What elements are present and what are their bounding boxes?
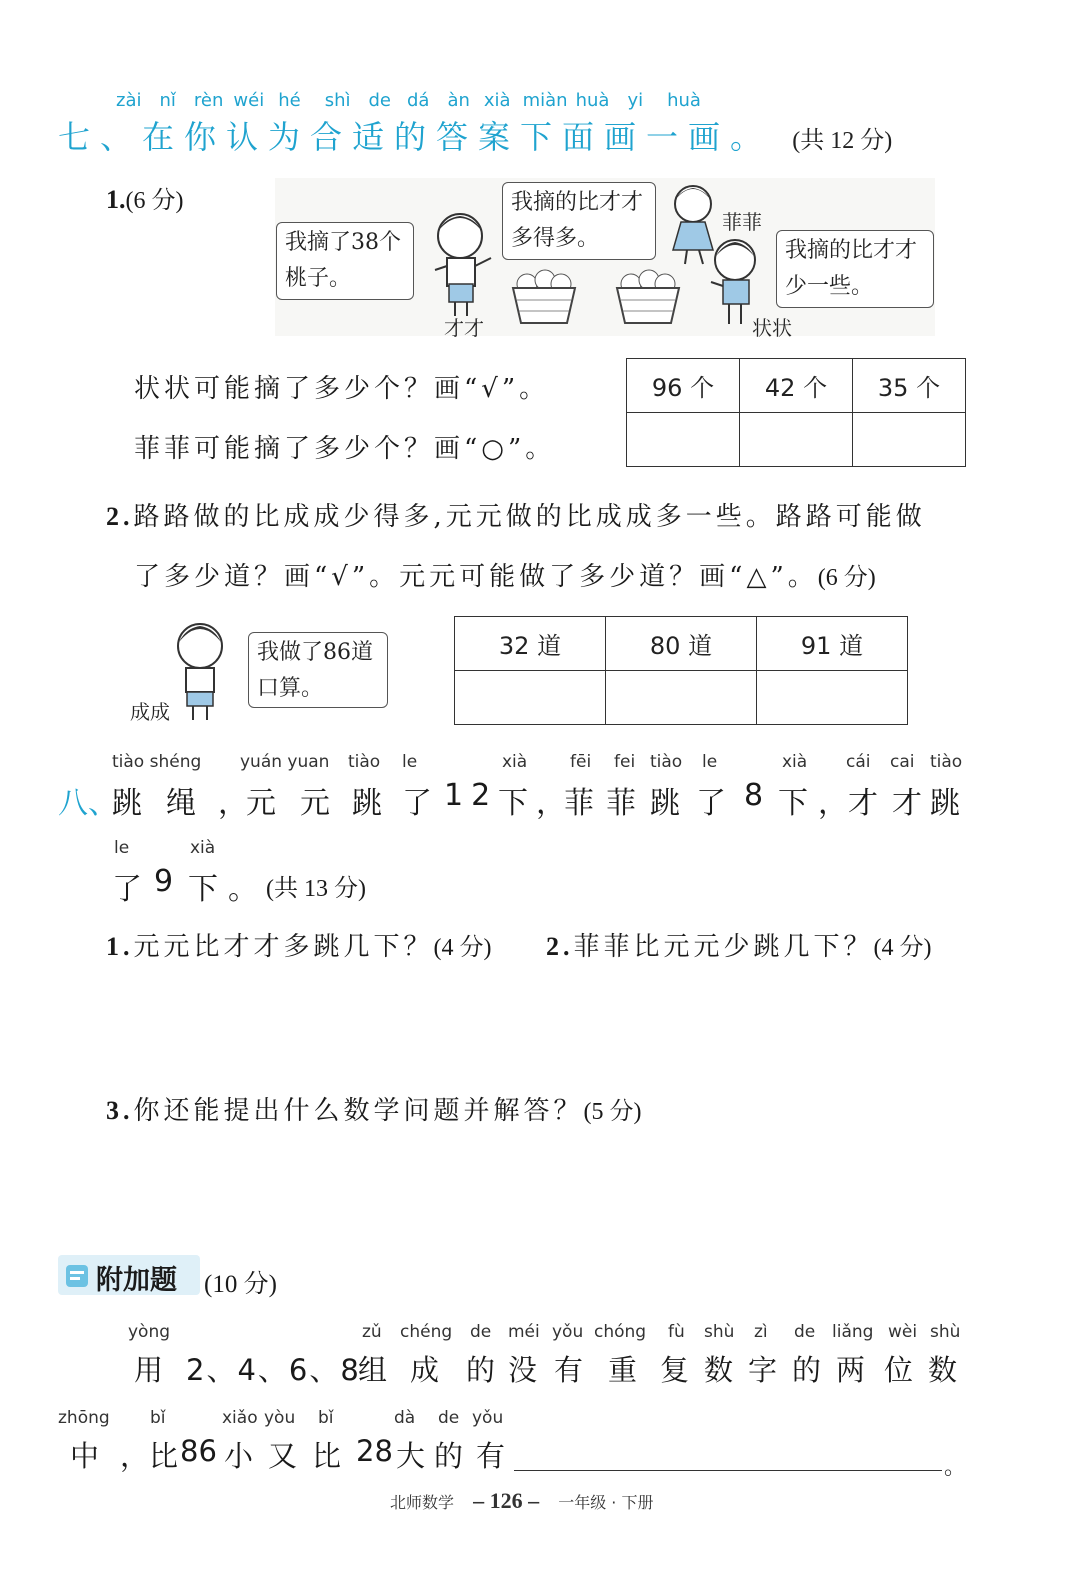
q1-answer-cell-3[interactable] — [853, 413, 966, 467]
section8-q1: 1.元元比才才多跳几下？(4 分) — [106, 932, 492, 962]
section7-pinyin-row: zài nǐ rèn wéi hé shì de dá àn xià miàn huà yi huà — [116, 90, 701, 111]
q2-answer-cell-3[interactable] — [757, 671, 908, 725]
name-chengcheng: 成成 — [130, 700, 170, 724]
footer-book: 北师数学 — [390, 1493, 455, 1512]
section8-q2: 2.菲菲比元元少跳几下？(4 分) — [546, 932, 932, 962]
bookmark-icon — [64, 1263, 90, 1289]
bonus-title: 附加题 — [96, 1265, 177, 1296]
section8-score: (共 13 分) — [266, 876, 366, 902]
peach-basket-1 — [513, 270, 575, 323]
name-caicai: 才才 — [444, 316, 484, 340]
bubble-chengcheng: 我做了86道 口算。 — [248, 632, 388, 708]
name-zhuangzhuang: 状状 — [752, 316, 792, 340]
footer-grade: 一年级 · 下册 — [558, 1493, 654, 1512]
section7-heading — [58, 112, 892, 158]
bubble-feifei: 我摘的比才才 多得多。 — [502, 182, 656, 260]
q2-line1: 2.路路做的比成成少得多,元元做的比成成多一些。路路可能做 — [106, 502, 926, 532]
q1-answer-table — [626, 358, 966, 467]
q1-answer-cell-1[interactable] — [627, 413, 740, 467]
q2-line2: 了多少道？画“√”。元元可能做了多少道？画“△”。(6 分) — [134, 562, 876, 592]
section7-number: 七、 — [58, 118, 143, 156]
section7-title: 在你认为合适的答案下面画一画。 — [142, 118, 773, 156]
section8-q3: 3.你还能提出什么数学问题并解答？(5 分) — [106, 1096, 642, 1126]
bonus-answer-line[interactable] — [514, 1470, 942, 1471]
q1-line2: 菲菲可能摘了多少个？画“○”。 — [134, 434, 556, 464]
q2-option-80: 80 道 — [606, 617, 757, 671]
boy-zhuangzhuang-figure — [711, 240, 755, 324]
q1-option-35: 35 个 — [853, 359, 966, 413]
bubble-zhuangzhuang: 我摘的比才才 少一些。 — [776, 230, 934, 308]
girl-feifei-figure — [673, 186, 713, 264]
q1-option-42: 42 个 — [740, 359, 853, 413]
q2-answer-cell-1[interactable] — [455, 671, 606, 725]
footer — [390, 1488, 653, 1514]
section8-number: 八、 — [58, 786, 118, 821]
bonus-score: (10 分) — [204, 1271, 277, 1298]
q2-answer-table — [454, 616, 908, 725]
q2-answer-cell-2[interactable] — [606, 671, 757, 725]
q1-line1: 状状可能摘了多少个？画“√”。 — [134, 374, 550, 404]
q2-option-91: 91 道 — [757, 617, 908, 671]
q1-heading: 1.(6 分) — [106, 185, 184, 214]
boy-chengcheng-figure — [170, 618, 230, 724]
q2-option-32: 32 道 — [455, 617, 606, 671]
section7-score: (共 12 分) — [792, 128, 893, 154]
bonus-end-mark: 。 — [944, 1455, 967, 1480]
q1-answer-cell-2[interactable] — [740, 413, 853, 467]
name-feifei: 菲菲 — [722, 210, 762, 234]
boy-caicai-figure — [435, 214, 491, 316]
peach-basket-2 — [617, 270, 679, 323]
children-illustration — [275, 178, 935, 336]
page-number: – 126 – — [473, 1488, 540, 1513]
q1-option-96: 96 个 — [627, 359, 740, 413]
bubble-caicai: 我摘了38个 桃子。 — [276, 222, 414, 300]
